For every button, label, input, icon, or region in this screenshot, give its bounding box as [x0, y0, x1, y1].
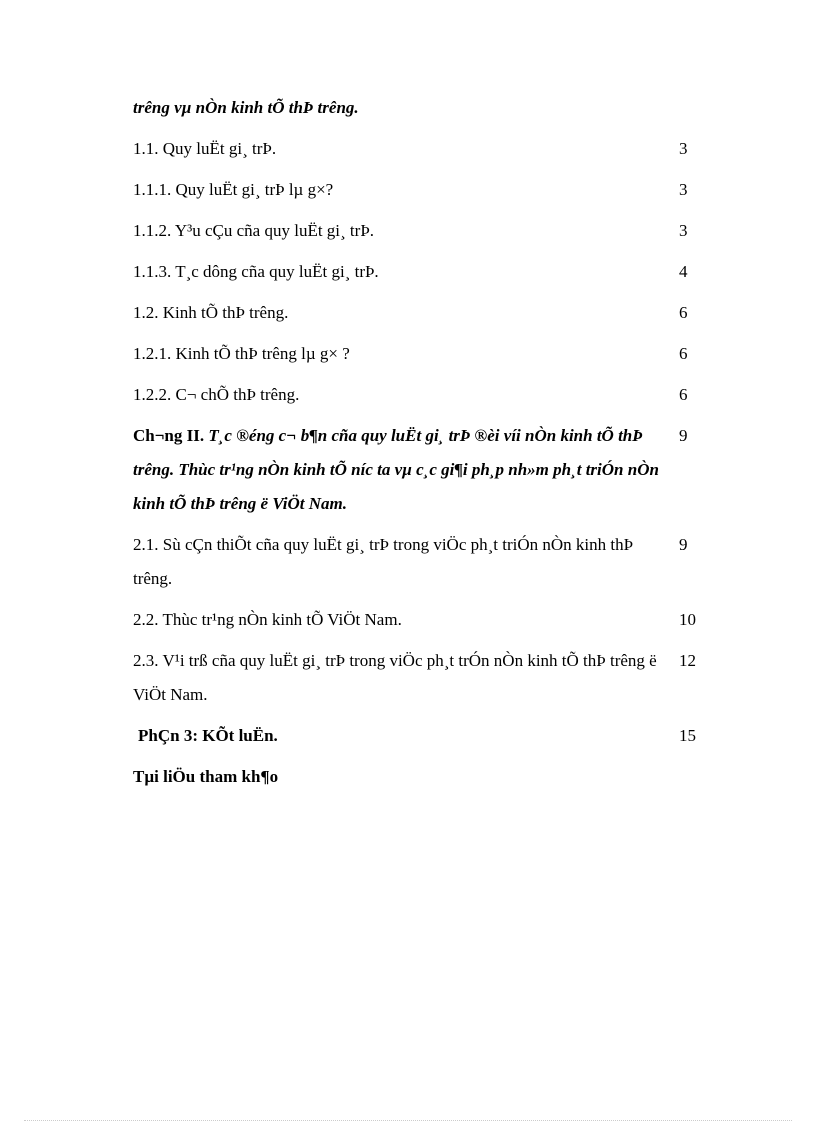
toc-entry — [133, 603, 707, 637]
toc-entry — [133, 214, 707, 248]
toc-entry-page: 6 — [679, 303, 688, 322]
toc-continuation-line — [133, 91, 707, 125]
toc-references — [133, 760, 707, 794]
toc-entry-title: 2.1. Sù cÇn thiÕt cña quy luËt gi¸ trÞ trong viÖc ph¸t triÓn nÒn kinh thÞ trêng. — [133, 535, 634, 588]
toc-entry-page: 12 — [679, 651, 696, 670]
table-of-contents — [133, 91, 707, 794]
toc-entry-title: 1.2.2. C¬ chÕ thÞ trêng. — [133, 385, 300, 404]
page-bottom-divider — [24, 1120, 792, 1121]
toc-chapter-2 — [133, 419, 707, 521]
toc-chapter-title: T¸c ®éng c¬ b¶n cña quy luËt gi¸ trÞ ®èi víi nÒn kinh tÕ thÞ trêng. Thùc tr¹ng nÒn kinh tÕ níc ta vµ c¸c gi¶i ph¸p nh»m ph¸t triÓn nÒn kinh tÕ thÞ trêng ë ViÖt Nam. — [133, 426, 659, 513]
toc-entry — [133, 296, 707, 330]
toc-entry-title: 1.1.2. Y³u cÇu cña quy luËt gi¸ trÞ. — [133, 221, 375, 240]
toc-entry-page: 9 — [679, 535, 688, 554]
toc-entry-title: 1.1.1. Quy luËt gi¸ trÞ lµ g×? — [133, 180, 334, 199]
toc-entry — [133, 528, 707, 596]
toc-entry-title: 2.2. Thùc tr¹ng nÒn kinh tÕ ViÖt Nam. — [133, 610, 402, 629]
toc-continuation-text: trêng vµ nÒn kinh tÕ thÞ trêng. — [133, 98, 359, 117]
toc-entry-title: 1.2. Kinh tÕ thÞ trêng. — [133, 303, 289, 322]
toc-entry-title: 2.3. V¹i trß cña quy luËt gi¸ trÞ trong viÖc ph¸t trÓn nÒn kinh tÕ thÞ trêng ë ViÖt Nam. — [133, 651, 657, 704]
toc-entry — [133, 644, 707, 712]
toc-entry-page: 15 — [679, 726, 696, 745]
toc-entry-title: 1.2.1. Kinh tÕ thÞ trêng lµ g× ? — [133, 344, 350, 363]
toc-entry-page: 3 — [679, 180, 688, 199]
toc-part-3 — [133, 719, 707, 753]
toc-entry — [133, 132, 707, 166]
toc-entry-page: 4 — [679, 262, 688, 281]
toc-entry-page: 10 — [679, 610, 696, 629]
toc-entry-title: 1.1.3. T¸c dông cña quy luËt gi¸ trÞ. — [133, 262, 379, 281]
toc-chapter-heading — [133, 419, 679, 521]
toc-entry — [133, 378, 707, 412]
toc-part-3-title: PhÇn 3: KÕt luËn. — [138, 726, 278, 745]
toc-entry-page: 6 — [679, 385, 688, 404]
toc-entry — [133, 173, 707, 207]
toc-entry-title: 1.1. Quy luËt gi¸ trÞ. — [133, 139, 277, 158]
toc-references-title: Tµi liÖu tham kh¶o — [133, 767, 279, 786]
toc-entry — [133, 337, 707, 371]
toc-entry-page: 6 — [679, 344, 688, 363]
toc-entry-page: 3 — [679, 139, 688, 158]
toc-entry — [133, 255, 707, 289]
toc-entry-page: 9 — [679, 426, 688, 445]
toc-entry-page: 3 — [679, 221, 688, 240]
toc-chapter-label: Ch¬ng II. — [133, 426, 205, 445]
